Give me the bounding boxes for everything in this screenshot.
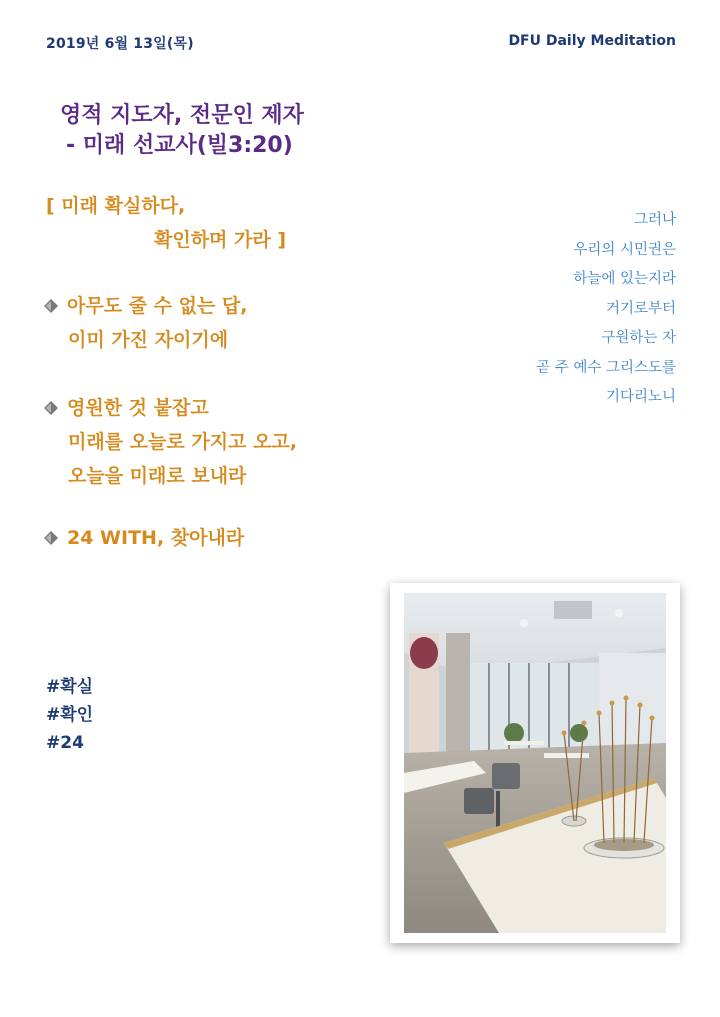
point-1-line-1: 아무도 줄 수 없는 답, [67,295,248,317]
heading-line-2: 확인하며 가라 ] [154,229,287,251]
point-2-line-1: 영원한 것 붙잡고 [67,397,209,419]
diamond-bullet-icon [44,401,58,415]
point-1 [44,289,248,357]
point-3 [44,521,244,555]
photo-frame [390,583,680,943]
verse-line: 하늘에 있는지라 [573,271,676,287]
verse-line: 기다리노니 [605,389,676,405]
verse-line: 그러나 [633,212,676,228]
title-line-1: 영적 지도자, 전문인 제자 [60,103,304,128]
cafe-photo [404,593,666,933]
verse-line: 구원하는 자 [601,330,676,346]
verse-line: 우리의 시민권은 [573,241,676,258]
point-2-line-2: 미래를 오늘로 가지고 오고, [68,431,297,453]
heading-line-1: [ 미래 확실하다, [46,195,186,217]
date: 2019년 6월 13일(목) [46,36,194,52]
meditation-title [60,101,304,161]
hashtag: #24 [46,733,84,753]
diamond-bullet-icon [44,299,58,313]
hashtag: #확실 [46,677,94,697]
section-heading [46,189,286,257]
diamond-bullet-icon [44,531,58,545]
brand-title: DFU Daily Meditation [508,33,676,49]
bible-verse [456,206,676,413]
verse-line: 곧 주 예수 그리스도를 [536,359,676,376]
hashtags [46,673,93,757]
point-2 [44,391,297,493]
point-2-line-3: 오늘을 미래로 보내라 [68,465,247,487]
title-line-2: - 미래 선교사(빌3:20) [66,133,293,158]
point-1-line-2: 이미 가진 자이기에 [68,329,229,351]
point-3-line-1: 24 WITH, 찾아내라 [67,527,245,549]
verse-line: 거기로부터 [605,300,676,317]
hashtag: #확인 [46,705,94,725]
cafe-interior-illustration [404,593,666,933]
